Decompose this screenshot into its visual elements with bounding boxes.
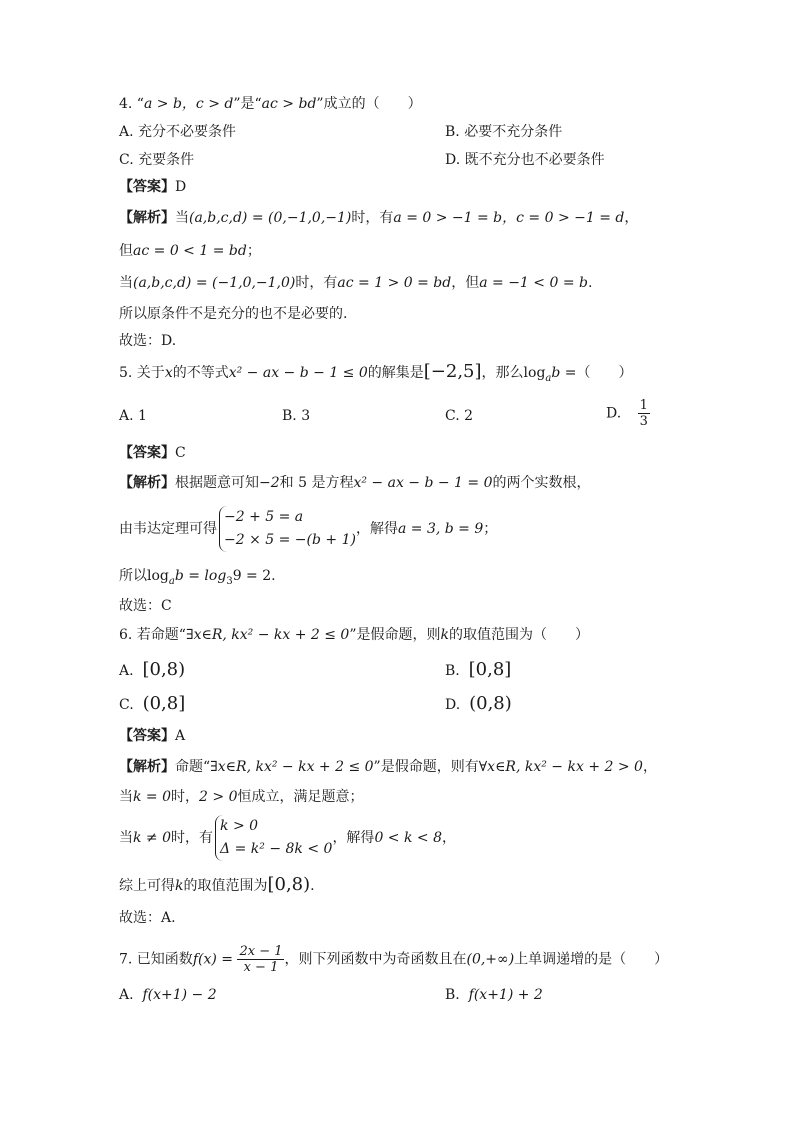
q6-choose: 故选：A. [119,910,176,926]
q4-option-a: A. 充分不必要条件 [119,124,237,140]
q7-stem: 7. 已知函数f(x) = $\frac{2x - 1}{x - 1}$ ，则下列函数中为奇函数且在(0,+∞)上单调递增的是（ ） [119,944,669,975]
q7-option-b: B. f(x+1) + 2 [445,987,543,1003]
q6-inequality-system: k > 0 Δ = k² − 8k < 0 [215,815,332,861]
q5-option-b: B. 3 [282,408,311,424]
q5-analysis-line-1: 【解析】根据题意可知−2和 5 是方程x² − ax − b − 1 = 0的两个实数根， [119,475,591,491]
q5-choose: 故选：C [119,598,172,614]
q5-option-c: C. 2 [445,408,474,424]
q4-option-c: C. 充要条件 [119,152,195,168]
q4-answer: 【答案】D [119,179,187,195]
q6-analysis-line-2: 当k = 0时，2 > 0恒成立，满足题意； [119,789,364,805]
q5-analysis-line-2: 由韦达定理可得 −2 + 5 = a −2 × 5 = −(b + 1) ，解得a = 3, b = 9； [119,506,497,552]
q4-analysis-line-1: 【解析】当(a,b,c,d) = (0,−1,0,−1)时，有a = 0 > −1 = b，c = 0 > −1 = d， [119,210,639,226]
q6-analysis-line-3: 当k ≠ 0时，有 k > 0 Δ = k² − 8k < 0 ，解得0 < k < 8， [119,815,456,861]
q4-choose: 故选：D. [119,333,177,349]
q6-option-a: A. [0,8) [119,659,186,680]
q4-analysis-line-2: 但ac = 0 < 1 = bd； [119,243,261,259]
q5-stem: 5. 关于x的不等式x² − ax − b − 1 ≤ 0的解集是[−2,5]，那么$\log_ab$ =（ ） [119,361,633,384]
q6-analysis-line-4: 综上可得k的取值范围为[0,8). [119,874,315,895]
q6-answer: 【答案】A [119,728,186,744]
q6-option-d: D. (0,8) [445,693,512,714]
q4-stem: 4. “a > b，c > d”是“ac > bd”成立的（ ） [119,96,422,112]
q6-option-b: B. [0,8] [445,659,512,680]
q5-analysis-line-3: 所以$\log_ab = \log_39 = 2$. [119,568,276,587]
q4-option-b: B. 必要不充分条件 [445,124,563,140]
q4-option-d: D. 既不充分也不必要条件 [445,152,605,168]
q5-option-d-fraction: $\frac{1}{3}$ [639,398,648,429]
q4-analysis-line-3: 当(a,b,c,d) = (−1,0,−1,0)时，有ac = 1 > 0 = bd，但a = −1 < 0 = b. [119,275,593,291]
q5-answer: 【答案】C [119,445,186,461]
q4-analysis-line-4: 所以原条件不是充分的也不是必要的. [119,306,348,322]
q6-stem: 6. 若命题“∃x∈R, kx² − kx + 2 ≤ 0”是假命题，则k的取值范围为（ ） [119,627,589,643]
q6-option-c: C. (0,8] [119,693,186,714]
q7-option-a: A. f(x+1) − 2 [119,987,217,1003]
q6-analysis-line-1: 【解析】命题“∃x∈R, kx² − kx + 2 ≤ 0”是假命题，则有∀x∈R, kx² − kx + 2 > 0， [119,759,657,775]
q7-function-fraction: $\frac{2x - 1}{x - 1}$ [239,944,283,975]
q5-option-d: D. $\frac{1}{3}$ [606,398,648,429]
q5-option-a: A. 1 [119,408,147,424]
q5-equation-system: −2 + 5 = a −2 × 5 = −(b + 1) [219,506,356,552]
